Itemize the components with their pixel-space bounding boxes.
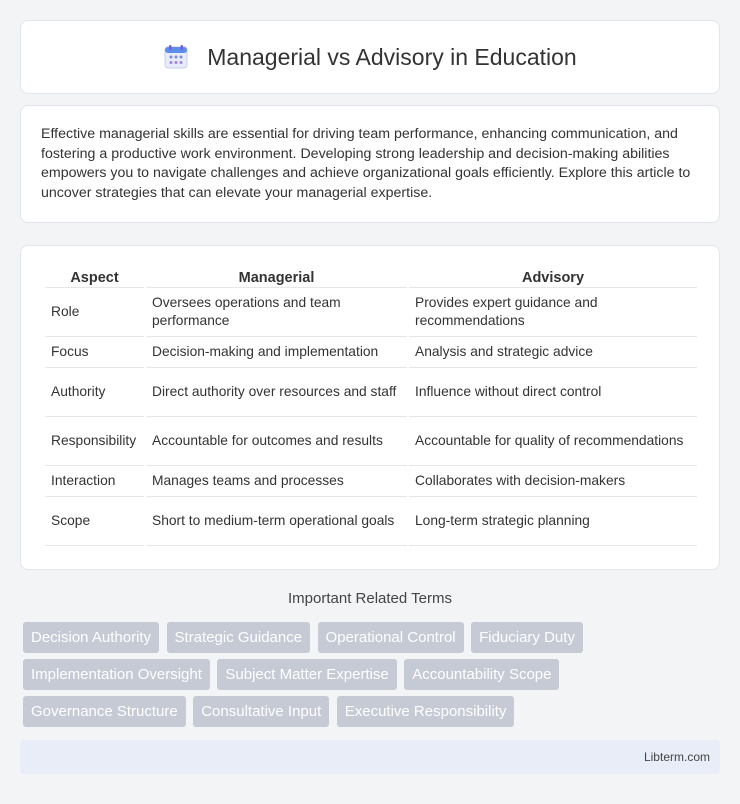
aspect-cell: Focus: [45, 337, 144, 368]
table-row: [45, 466, 697, 497]
aspect-cell: Interaction: [45, 466, 144, 497]
related-term-tag[interactable]: Fiduciary Duty: [471, 622, 583, 653]
intro-text: Effective managerial skills are essential for driving team performance, enhancing communication, and fostering a productive work environment. Developing strong leadership and decision-making abilities empowers you to navigate challenges and achieve organizational goals efficiently. Explore this article to uncover strategies that can elevate your managerial expertise.: [41, 126, 691, 201]
advisory-cell: Provides expert guidance and recommendations: [409, 288, 697, 337]
related-term-tag[interactable]: Strategic Guidance: [167, 622, 311, 653]
column-header-aspect: Aspect: [45, 266, 144, 288]
footer-site-link[interactable]: Libterm.com: [643, 750, 710, 764]
page-title: Managerial vs Advisory in Education: [207, 43, 577, 70]
table-row: [45, 288, 697, 337]
column-header-advisory: Advisory: [409, 266, 697, 288]
aspect-cell: Scope: [45, 497, 144, 546]
related-term-tag[interactable]: Subject Matter Expertise: [217, 659, 396, 690]
aspect-cell: Authority: [45, 368, 144, 417]
managerial-cell: Direct authority over resources and staff: [146, 368, 407, 417]
comparison-table-card: [20, 245, 720, 570]
managerial-cell: Oversees operations and team performance: [146, 288, 407, 337]
advisory-cell: Collaborates with decision-makers: [409, 466, 697, 497]
related-terms-list: [23, 622, 723, 733]
header-card: [20, 20, 720, 94]
managerial-cell: Short to medium-term operational goals: [146, 497, 407, 546]
intro-card: [20, 105, 720, 223]
advisory-cell: Analysis and strategic advice: [409, 337, 697, 368]
table-row: [45, 417, 697, 466]
aspect-cell: Responsibility: [45, 417, 144, 466]
aspect-cell: Role: [45, 288, 144, 337]
managerial-cell: Decision-making and implementation: [146, 337, 407, 368]
related-term-tag[interactable]: Accountability Scope: [404, 659, 559, 690]
footer: [20, 740, 720, 774]
related-term-tag[interactable]: Operational Control: [318, 622, 464, 653]
managerial-cell: Manages teams and processes: [146, 466, 407, 497]
advisory-cell: Long-term strategic planning: [409, 497, 697, 546]
related-term-tag[interactable]: Governance Structure: [23, 696, 186, 727]
table-header-row: [45, 266, 697, 288]
advisory-cell: Accountable for quality of recommendations: [409, 417, 697, 466]
calendar-icon: [163, 44, 189, 70]
managerial-cell: Accountable for outcomes and results: [146, 417, 407, 466]
related-term-tag[interactable]: Executive Responsibility: [337, 696, 515, 727]
comparison-table: [43, 266, 699, 546]
related-term-tag[interactable]: Decision Authority: [23, 622, 159, 653]
related-term-tag[interactable]: Consultative Input: [193, 696, 329, 727]
column-header-managerial: Managerial: [146, 266, 407, 288]
advisory-cell: Influence without direct control: [409, 368, 697, 417]
table-row: [45, 337, 697, 368]
related-terms-title: Important Related Terms: [288, 590, 452, 607]
table-row: [45, 368, 697, 417]
related-term-tag[interactable]: Implementation Oversight: [23, 659, 210, 690]
table-row: [45, 497, 697, 546]
